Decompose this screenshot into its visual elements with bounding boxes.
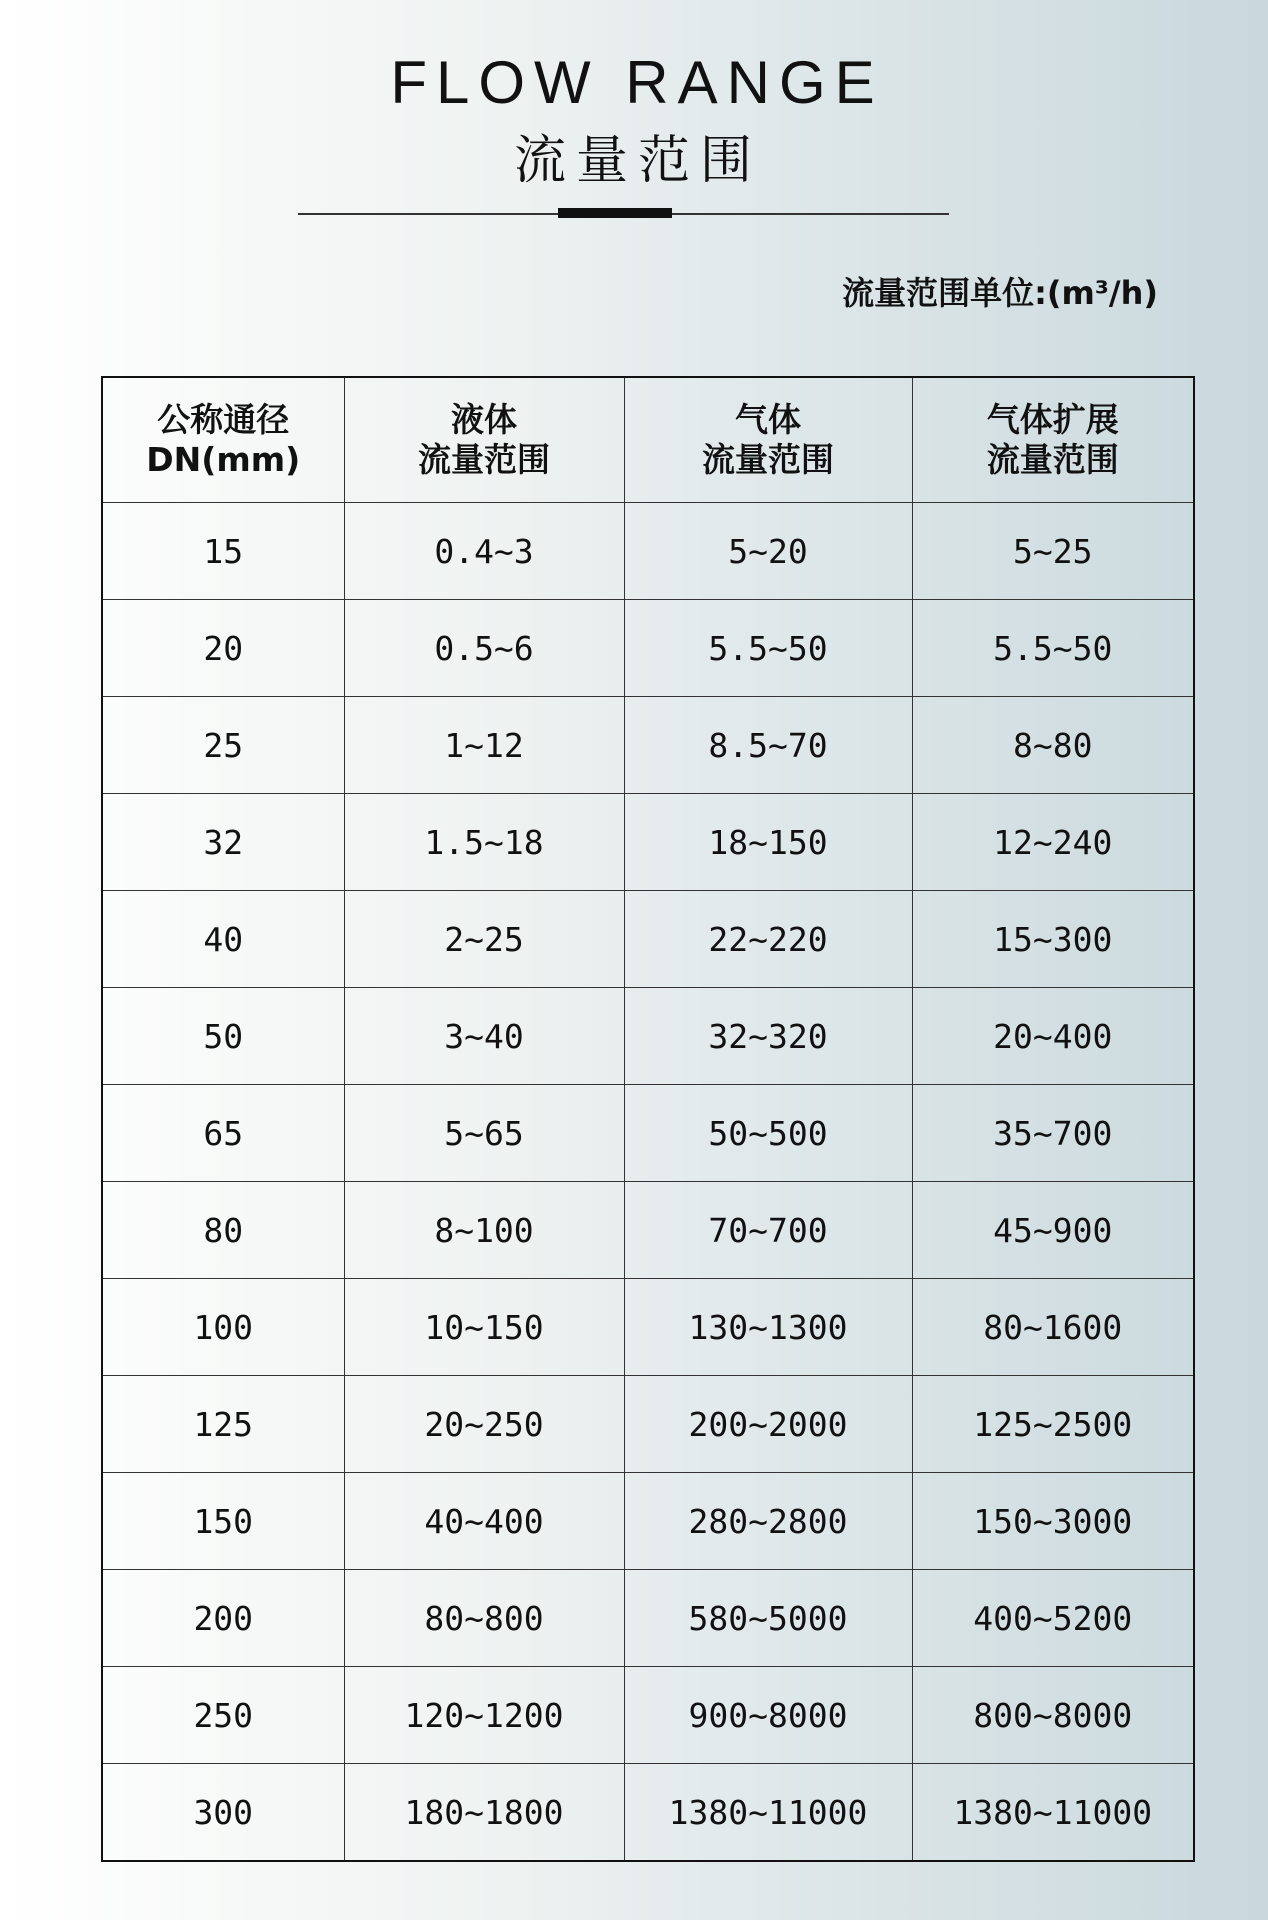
- cell-dn: 80: [102, 1182, 344, 1279]
- cell-liquid-range: 20~250: [344, 1376, 624, 1473]
- cell-liquid-range: 3~40: [344, 988, 624, 1085]
- cell-dn: 150: [102, 1473, 344, 1570]
- cell-gas-range: 900~8000: [624, 1667, 912, 1764]
- table-row: [102, 988, 1194, 1085]
- header-line: 流量范围: [418, 440, 550, 479]
- cell-gas-extended-range: 8~80: [912, 697, 1194, 794]
- cell-liquid-range: 10~150: [344, 1279, 624, 1376]
- table-row: [102, 1182, 1194, 1279]
- cell-liquid-range: 120~1200: [344, 1667, 624, 1764]
- cell-gas-extended-range: 80~1600: [912, 1279, 1194, 1376]
- cell-liquid-range: 1.5~18: [344, 794, 624, 891]
- cell-dn: 250: [102, 1667, 344, 1764]
- table-body: [102, 503, 1194, 1862]
- header-gas-flow: [624, 377, 912, 503]
- cell-liquid-range: 80~800: [344, 1570, 624, 1667]
- cell-gas-range: 5~20: [624, 503, 912, 600]
- header-nominal-diameter: [102, 377, 344, 503]
- cell-gas-range: 200~2000: [624, 1376, 912, 1473]
- table-row: [102, 1376, 1194, 1473]
- flow-range-table: [101, 376, 1195, 1862]
- header-line: 流量范围: [986, 440, 1119, 479]
- cell-gas-extended-range: 5~25: [912, 503, 1194, 600]
- page-title-cn: 流量范围: [513, 131, 762, 191]
- table-row: [102, 1085, 1194, 1182]
- table-row: [102, 1764, 1194, 1862]
- header-liquid-flow: [344, 377, 624, 503]
- header-line: 流量范围: [702, 440, 834, 479]
- cell-dn: 300: [102, 1764, 344, 1862]
- cell-gas-range: 70~700: [624, 1182, 912, 1279]
- cell-gas-range: 280~2800: [624, 1473, 912, 1570]
- header-line: 气体: [735, 400, 801, 439]
- header-gas-extended-flow: [912, 377, 1194, 503]
- cell-liquid-range: 0.5~6: [344, 600, 624, 697]
- cell-gas-range: 130~1300: [624, 1279, 912, 1376]
- page-title-en: FLOW RANGE: [390, 49, 884, 116]
- cell-gas-extended-range: 45~900: [912, 1182, 1194, 1279]
- cell-dn: 15: [102, 503, 344, 600]
- table-row: [102, 1473, 1194, 1570]
- title-divider-accent: [558, 208, 672, 218]
- cell-gas-range: 580~5000: [624, 1570, 912, 1667]
- cell-gas-range: 50~500: [624, 1085, 912, 1182]
- table-row: [102, 600, 1194, 697]
- cell-dn: 40: [102, 891, 344, 988]
- cell-gas-extended-range: 1380~11000: [912, 1764, 1194, 1862]
- table-row: [102, 794, 1194, 891]
- cell-dn: 25: [102, 697, 344, 794]
- cell-dn: 32: [102, 794, 344, 891]
- table-row: [102, 503, 1194, 600]
- cell-gas-extended-range: 800~8000: [912, 1667, 1194, 1764]
- unit-note: 流量范围单位:(m³/h): [842, 274, 1158, 312]
- cell-dn: 125: [102, 1376, 344, 1473]
- cell-gas-extended-range: 5.5~50: [912, 600, 1194, 697]
- table-row: [102, 1570, 1194, 1667]
- header-line: 气体扩展: [986, 400, 1119, 439]
- cell-gas-range: 18~150: [624, 794, 912, 891]
- header-line: DN(mm): [146, 440, 301, 479]
- cell-gas-range: 8.5~70: [624, 697, 912, 794]
- table-row: [102, 697, 1194, 794]
- cell-gas-extended-range: 15~300: [912, 891, 1194, 988]
- cell-gas-extended-range: 20~400: [912, 988, 1194, 1085]
- cell-liquid-range: 5~65: [344, 1085, 624, 1182]
- cell-gas-extended-range: 400~5200: [912, 1570, 1194, 1667]
- header-line: 公称通径: [157, 400, 290, 439]
- cell-gas-range: 1380~11000: [624, 1764, 912, 1862]
- cell-gas-range: 5.5~50: [624, 600, 912, 697]
- cell-dn: 100: [102, 1279, 344, 1376]
- cell-liquid-range: 2~25: [344, 891, 624, 988]
- cell-gas-extended-range: 125~2500: [912, 1376, 1194, 1473]
- cell-gas-range: 32~320: [624, 988, 912, 1085]
- cell-liquid-range: 180~1800: [344, 1764, 624, 1862]
- table-row: [102, 891, 1194, 988]
- table-row: [102, 1667, 1194, 1764]
- cell-dn: 20: [102, 600, 344, 697]
- cell-gas-extended-range: 150~3000: [912, 1473, 1194, 1570]
- table-row: [102, 1279, 1194, 1376]
- header-line: 液体: [451, 400, 517, 439]
- cell-liquid-range: 40~400: [344, 1473, 624, 1570]
- cell-dn: 65: [102, 1085, 344, 1182]
- table-header-row: [102, 377, 1194, 503]
- cell-dn: 200: [102, 1570, 344, 1667]
- cell-gas-extended-range: 12~240: [912, 794, 1194, 891]
- cell-liquid-range: 0.4~3: [344, 503, 624, 600]
- cell-gas-extended-range: 35~700: [912, 1085, 1194, 1182]
- cell-dn: 50: [102, 988, 344, 1085]
- cell-liquid-range: 1~12: [344, 697, 624, 794]
- cell-liquid-range: 8~100: [344, 1182, 624, 1279]
- cell-gas-range: 22~220: [624, 891, 912, 988]
